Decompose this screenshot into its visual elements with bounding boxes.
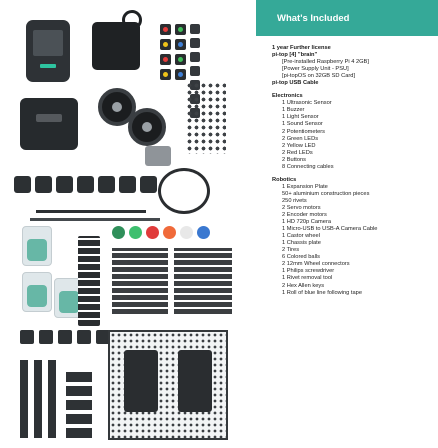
button-module-icon bbox=[175, 54, 186, 65]
list-item: [Power Supply Unit - PSU] bbox=[282, 66, 349, 73]
device-logo bbox=[40, 64, 56, 68]
list-item: 2 Hex Allen keys bbox=[282, 282, 325, 289]
button-module-icon bbox=[175, 69, 186, 80]
button-module-icon bbox=[160, 69, 171, 80]
list-item: 2 Yellow LED bbox=[282, 142, 316, 149]
construction-rod bbox=[36, 210, 146, 213]
pi-top-brain-device bbox=[26, 20, 70, 82]
device-screen bbox=[33, 30, 63, 56]
parts-bag bbox=[22, 226, 52, 266]
list-item: 2 12mm Wheel connectors bbox=[282, 261, 350, 268]
power-supply-unit bbox=[92, 22, 140, 70]
list-item: 1 Expansion Plate bbox=[282, 183, 328, 190]
ball-icon bbox=[180, 226, 193, 239]
list-item: 2 Encoder motors bbox=[282, 212, 327, 219]
list-item: 2 Potentiometers bbox=[282, 128, 325, 135]
chassis-plate bbox=[108, 330, 228, 440]
button-module-icon bbox=[160, 54, 171, 65]
list-item: 6 Colored balls bbox=[282, 254, 320, 261]
ball-icon bbox=[129, 226, 142, 239]
rivets bbox=[186, 82, 226, 154]
list-item: 2 Buttons bbox=[282, 156, 307, 163]
list-item: 1 Roll of blue line following tape bbox=[282, 289, 362, 296]
list-item: 2 Servo motors bbox=[282, 204, 321, 211]
motor-blocks bbox=[20, 330, 110, 344]
button-module-icon bbox=[160, 39, 171, 50]
ball-icon bbox=[146, 226, 159, 239]
section-heading-electronics: Electronics bbox=[272, 93, 303, 100]
small-parts bbox=[66, 368, 92, 438]
button-modules bbox=[160, 24, 186, 80]
parts-bag bbox=[22, 272, 52, 312]
ball-icon bbox=[112, 226, 125, 239]
list-item: 50+ aluminium construction pieces bbox=[282, 190, 370, 197]
construction-rod bbox=[30, 218, 160, 221]
list-item: pi-top [4] "brain" bbox=[272, 52, 318, 59]
list-item: 1 Micro-USB to USB-A Camera Cable bbox=[282, 226, 378, 233]
list-item: 1 Sound Sensor bbox=[282, 121, 323, 128]
list-item: pi-top USB Cable bbox=[272, 80, 319, 87]
list-item: 1 HD 720p Camera bbox=[282, 219, 331, 226]
section-heading-robotics: Robotics bbox=[272, 176, 297, 183]
button-module-icon bbox=[175, 24, 186, 35]
list-item: 2 Tires bbox=[282, 247, 300, 254]
list-item: 1 Light Sensor bbox=[282, 114, 319, 121]
list-item: [Pre-installed Raspberry Pi 4 2GB] bbox=[282, 59, 369, 66]
castor-wheel bbox=[145, 146, 171, 166]
construction-bracket bbox=[78, 236, 100, 326]
list-item: 2 Red LEDs bbox=[282, 149, 313, 156]
list-item: 8 Connecting cables bbox=[282, 163, 334, 170]
button-module-icon bbox=[160, 24, 171, 35]
list-item: 1 Rivet removal tool bbox=[282, 275, 333, 282]
list-item: 1 Philips screwdriver bbox=[282, 268, 335, 275]
construction-plates bbox=[112, 248, 232, 314]
usb-cable bbox=[158, 168, 210, 214]
list-item: 1 Buzzer bbox=[282, 107, 305, 114]
whats-included-panel bbox=[256, 0, 438, 448]
list-item: 1 Ultrasonic Sensor bbox=[282, 100, 332, 107]
list-item: 250 rivets bbox=[282, 197, 307, 204]
list-item: 2 Green LEDs bbox=[282, 135, 319, 142]
sensor-row bbox=[14, 176, 157, 193]
ball-icon bbox=[197, 226, 210, 239]
colored-balls bbox=[112, 226, 210, 239]
list-item: 1 Castor wheel bbox=[282, 233, 320, 240]
list-item: 1 Chassis plate bbox=[282, 240, 321, 247]
tire-icon bbox=[128, 108, 166, 146]
list-item: 1 year Further license bbox=[272, 45, 331, 51]
button-module-icon bbox=[175, 39, 186, 50]
small-parts bbox=[20, 360, 60, 438]
ball-icon bbox=[163, 226, 176, 239]
panel-title: What's Included bbox=[256, 0, 438, 36]
included-items-list bbox=[272, 45, 434, 297]
list-item: [pi-topOS on 32GB SD Card] bbox=[282, 73, 356, 80]
expansion-plate bbox=[20, 98, 78, 150]
